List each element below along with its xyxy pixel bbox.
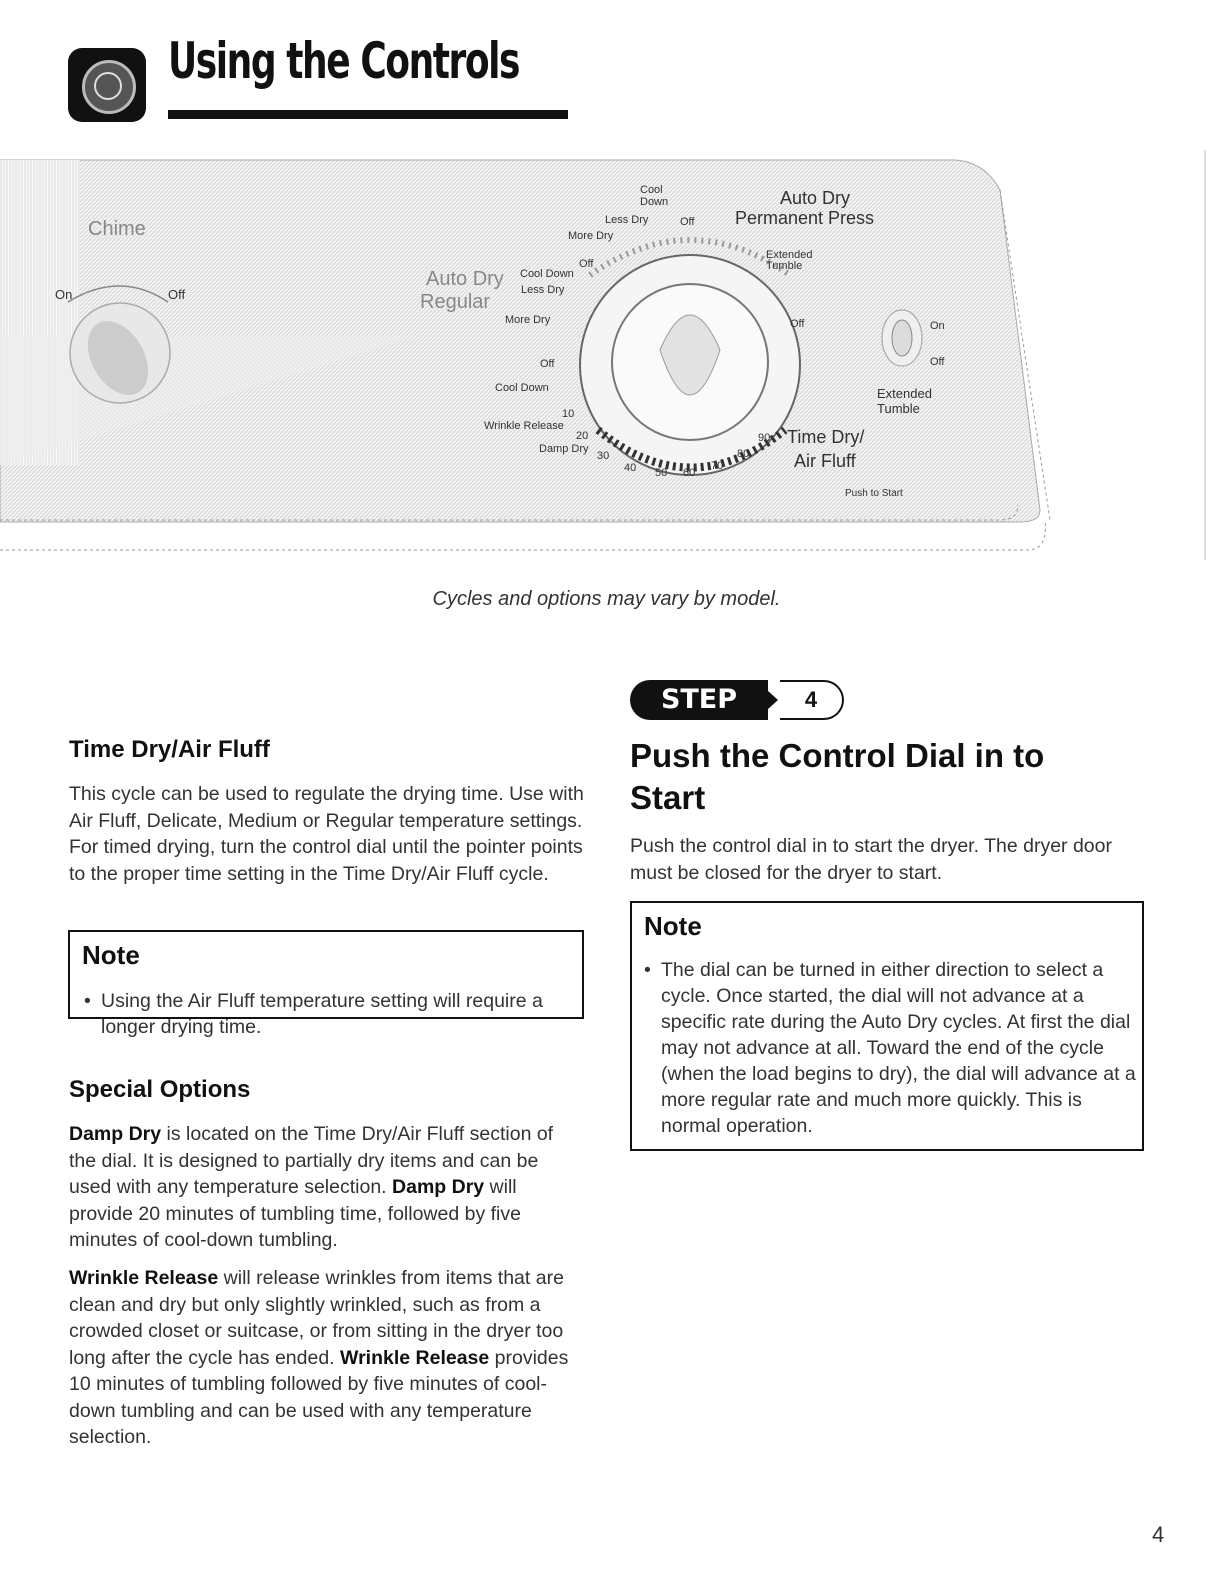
off-left-top-label: Off (579, 258, 594, 270)
chime-on-label: On (55, 287, 73, 302)
time-70-label: 70 (711, 460, 724, 472)
time-90-label: 90 (758, 432, 771, 444)
damp-dry-term-2: Damp Dry (392, 1176, 485, 1198)
special-options-heading: Special Options (69, 1076, 251, 1103)
auto-dry-title: Auto Dry (780, 188, 851, 208)
note-title: Note (82, 940, 140, 970)
temp-regular-label: Regular (420, 291, 491, 313)
temp-auto-dry-label: Auto Dry (426, 268, 504, 290)
push-to-start-label: Push to Start (845, 488, 903, 499)
time-10-label: 10 (562, 408, 575, 420)
time-50-label: 50 (655, 467, 668, 479)
time-30-label: 30 (597, 450, 610, 462)
step-badge (630, 680, 845, 720)
step-heading: Push the Control Dial in to Start (630, 737, 1045, 816)
damp-dry-text-1: is located on the Time Dry/Air Fluff section of the dial. It is designed to partially dry items and can be used with any temperature selection. (69, 1123, 554, 1198)
wrinkle-release-term-2: Wrinkle Release (340, 1346, 490, 1369)
page-number: 4 (1152, 1522, 1165, 1547)
step-body: Push the control dial in to start the dryer. The dryer door must be closed for the dryer to start. (630, 835, 1112, 884)
less-dry-top-label: Less Dry (605, 214, 649, 226)
more-dry-left-label: More Dry (505, 314, 551, 326)
note-item: • Using the Air Fluff temperature setting will require a longer drying time. (84, 988, 574, 1040)
less-dry-left-label: Less Dry (521, 284, 565, 296)
step-number: 4 (780, 680, 844, 720)
note-item: • The dial can be turned in either direction to select a cycle. Once started, the dial will not advance at a specific rate during the Auto Dry cycles. At first the dial may not advance at all. Toward the end of the cycle (when the load begins to dry), the dial will advance at a more regular rate and much more quickly. This is normal operation. (644, 957, 1138, 1139)
extended-tumble-label: Extended Tumble (877, 386, 932, 416)
step-label: STEP (630, 680, 768, 720)
dial-icon (68, 48, 146, 122)
page-title: Using the Controls (168, 32, 520, 90)
title-underline (168, 110, 568, 119)
air-fluff-label: Air Fluff (794, 451, 856, 471)
time-dry-heading: Time Dry/Air Fluff (69, 736, 270, 763)
more-dry-top-label: More Dry (568, 230, 614, 242)
wrinkle-release-term: Wrinkle Release (69, 1267, 219, 1289)
permanent-press-label: Permanent Press (735, 208, 875, 228)
cool-down-top-label: Cool Down (640, 184, 669, 208)
wrinkle-release-text-1: will release wrinkles from items that are clean and dry but only slightly wrinkled, such as from a crowded closet or suitcase, or from sitting in the dryer too long after the cycle has ended. (69, 1267, 564, 1369)
wrinkle-release-label: Wrinkle Release (484, 420, 564, 432)
step-arrow (756, 680, 778, 720)
time-dry-body: This cycle can be used to regulate the drying time. Use with Air Fluff, Delicate, Medium or Regular temperature settings. For timed drying, turn the control dial until the pointer points to the proper time setting in the Time Dry/Air Fluff cycle. (69, 783, 584, 885)
extended-tumble-top-label: Extended Tumble (766, 249, 813, 272)
note-box-air-fluff (68, 930, 584, 1038)
damp-dry-term: Damp Dry (69, 1123, 162, 1145)
control-panel-illustration (0, 150, 1213, 560)
tumble-on-label: On (930, 320, 945, 332)
wrinkle-release-paragraph (69, 1265, 585, 1451)
wrinkle-release-text-2: provides 10 minutes of tumbling followed by five minutes of cool-down tumbling and can be used with any temperature selection. (69, 1346, 569, 1448)
chime-off-label: Off (168, 287, 186, 302)
time-80-label: 80 (737, 448, 750, 460)
time-60-label: 60 (683, 467, 696, 479)
time-dry-label: Time Dry/ (787, 427, 865, 447)
off-top-label: Off (680, 216, 695, 228)
time-40-label: 40 (624, 462, 637, 474)
note-box-dial (630, 901, 1144, 1151)
illustration-caption: Cycles and options may vary by model. (432, 588, 781, 610)
damp-dry-paragraph (69, 1121, 585, 1254)
damp-dry-text-2: will provide 20 minutes of tumbling time, followed by five minutes of cool-down tumbling. (69, 1176, 521, 1251)
tumble-off-label: Off (930, 356, 945, 368)
chime-label: Chime (88, 218, 146, 240)
cool-down-mid-label: Cool Down (495, 382, 549, 394)
damp-dry-label: Damp Dry (539, 443, 589, 455)
off-left-mid-label: Off (540, 358, 555, 370)
time-20-label: 20 (576, 430, 589, 442)
cool-down-left-label: Cool Down (520, 268, 574, 280)
note-list (84, 988, 574, 1040)
note-list (644, 957, 1138, 1139)
note-title: Note (644, 911, 702, 941)
off-right-label: Off (790, 318, 805, 330)
